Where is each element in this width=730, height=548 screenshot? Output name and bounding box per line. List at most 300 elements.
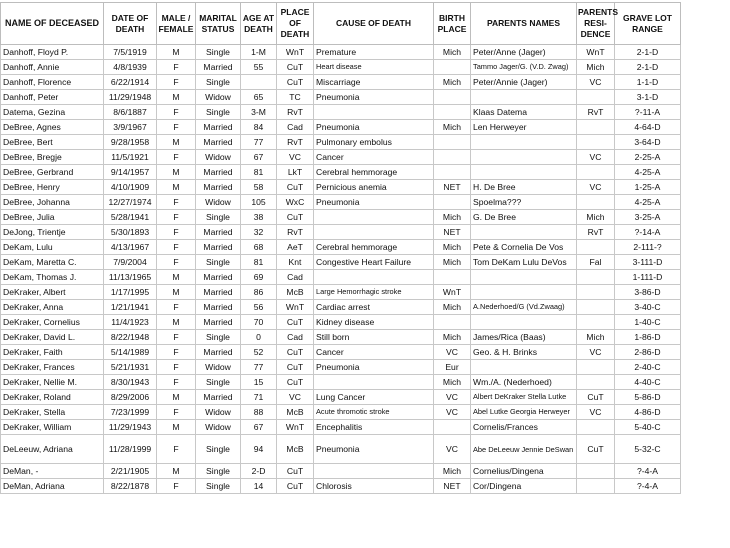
marital-status-cell: Single: [196, 105, 241, 120]
sex-cell: M: [157, 165, 196, 180]
place-of-death-cell: WxC: [277, 195, 314, 210]
parents-names-cell: Pete & Cornelia De Vos: [471, 240, 577, 255]
table-row: [1, 464, 681, 479]
grave-lot-cell: 2-1-D: [615, 45, 681, 60]
age-cell: 38: [241, 210, 277, 225]
birth-place-cell: [434, 315, 471, 330]
birth-place-cell: [434, 105, 471, 120]
marital-status-cell: Married: [196, 120, 241, 135]
marital-status-cell: Married: [196, 225, 241, 240]
table-row: [1, 180, 681, 195]
marital-status-cell: Widow: [196, 420, 241, 435]
header-place-of-death: PLACE OF DEATH: [277, 3, 314, 45]
sex-cell: F: [157, 255, 196, 270]
parents-residence-cell: [577, 270, 615, 285]
cause-of-death-cell: Cardiac arrest: [314, 300, 434, 315]
date-cell: 11/29/1943: [104, 420, 157, 435]
marital-status-cell: Married: [196, 315, 241, 330]
age-cell: 105: [241, 195, 277, 210]
cause-of-death-cell: [314, 464, 434, 479]
birth-place-cell: NET: [434, 479, 471, 494]
sex-cell: F: [157, 195, 196, 210]
marital-status-cell: Widow: [196, 90, 241, 105]
header-name-of-deceased: NAME OF DECEASED: [1, 3, 104, 45]
parents-residence-cell: Fal: [577, 255, 615, 270]
table-row: [1, 165, 681, 180]
parents-names-cell: [471, 165, 577, 180]
name-cell: DeKraker, Roland: [1, 390, 104, 405]
date-cell: 1/21/1941: [104, 300, 157, 315]
parents-residence-cell: RvT: [577, 225, 615, 240]
cause-of-death-cell: [314, 375, 434, 390]
header-cause-of-death: CAUSE OF DEATH: [314, 3, 434, 45]
sex-cell: F: [157, 300, 196, 315]
date-cell: 5/28/1941: [104, 210, 157, 225]
parents-residence-cell: Mich: [577, 330, 615, 345]
birth-place-cell: [434, 60, 471, 75]
date-cell: 7/9/2004: [104, 255, 157, 270]
name-cell: DeJong, Trientje: [1, 225, 104, 240]
parents-residence-cell: Mich: [577, 210, 615, 225]
date-cell: 1/17/1995: [104, 285, 157, 300]
name-cell: DeKraker, Faith: [1, 345, 104, 360]
grave-lot-cell: 3-1-D: [615, 90, 681, 105]
birth-place-cell: Mich: [434, 300, 471, 315]
cause-of-death-cell: Pneumonia: [314, 90, 434, 105]
name-cell: DeKraker, David L.: [1, 330, 104, 345]
place-of-death-cell: McB: [277, 405, 314, 420]
grave-lot-cell: 1-111-D: [615, 270, 681, 285]
name-cell: DeMan, -: [1, 464, 104, 479]
grave-lot-cell: 4-64-D: [615, 120, 681, 135]
sex-cell: F: [157, 105, 196, 120]
cause-of-death-cell: Miscarriage: [314, 75, 434, 90]
date-cell: 5/21/1931: [104, 360, 157, 375]
marital-status-cell: Single: [196, 435, 241, 464]
birth-place-cell: WnT: [434, 285, 471, 300]
place-of-death-cell: CuT: [277, 479, 314, 494]
cause-of-death-cell: Kidney disease: [314, 315, 434, 330]
age-cell: 67: [241, 150, 277, 165]
sex-cell: F: [157, 225, 196, 240]
grave-lot-cell: 2-40-C: [615, 360, 681, 375]
table-row: [1, 315, 681, 330]
parents-residence-cell: [577, 420, 615, 435]
parents-residence-cell: RvT: [577, 105, 615, 120]
name-cell: DeBree, Julia: [1, 210, 104, 225]
parents-names-cell: Cor/Dingena: [471, 479, 577, 494]
sex-cell: M: [157, 315, 196, 330]
parents-names-cell: Peter/Annie (Jager): [471, 75, 577, 90]
age-cell: 52: [241, 345, 277, 360]
parents-names-cell: Cornelis/Frances: [471, 420, 577, 435]
grave-lot-cell: 2-86-D: [615, 345, 681, 360]
marital-status-cell: Married: [196, 345, 241, 360]
marital-status-cell: Married: [196, 285, 241, 300]
date-cell: 4/8/1939: [104, 60, 157, 75]
parents-residence-cell: Mich: [577, 60, 615, 75]
parents-residence-cell: VC: [577, 75, 615, 90]
marital-status-cell: Widow: [196, 150, 241, 165]
parents-names-cell: Abe DeLeeuw Jennie DeSwan: [471, 435, 577, 464]
cause-of-death-cell: Cancer: [314, 345, 434, 360]
marital-status-cell: Widow: [196, 405, 241, 420]
birth-place-cell: Mich: [434, 45, 471, 60]
sex-cell: F: [157, 360, 196, 375]
parents-names-cell: James/Rica (Baas): [471, 330, 577, 345]
sex-cell: F: [157, 405, 196, 420]
table-row: [1, 240, 681, 255]
age-cell: 71: [241, 390, 277, 405]
marital-status-cell: Married: [196, 135, 241, 150]
parents-residence-cell: [577, 464, 615, 479]
place-of-death-cell: WnT: [277, 420, 314, 435]
place-of-death-cell: McB: [277, 435, 314, 464]
date-cell: 5/30/1893: [104, 225, 157, 240]
spreadsheet-sheet: [0, 2, 680, 494]
date-cell: 8/6/1887: [104, 105, 157, 120]
birth-place-cell: [434, 150, 471, 165]
date-cell: 9/14/1957: [104, 165, 157, 180]
sex-cell: M: [157, 390, 196, 405]
header-age-at-death: AGE AT DEATH: [241, 3, 277, 45]
cause-of-death-cell: Pernicious anemia: [314, 180, 434, 195]
place-of-death-cell: VC: [277, 150, 314, 165]
parents-residence-cell: [577, 375, 615, 390]
grave-lot-cell: 4-25-A: [615, 165, 681, 180]
header-date-of-death: DATE OF DEATH: [104, 3, 157, 45]
place-of-death-cell: Cad: [277, 330, 314, 345]
parents-residence-cell: [577, 90, 615, 105]
table-row: [1, 479, 681, 494]
parents-residence-cell: [577, 300, 615, 315]
sex-cell: M: [157, 420, 196, 435]
date-cell: 4/13/1967: [104, 240, 157, 255]
cause-of-death-cell: Still born: [314, 330, 434, 345]
table-row: [1, 210, 681, 225]
table-row: [1, 135, 681, 150]
table-row: [1, 270, 681, 285]
age-cell: 68: [241, 240, 277, 255]
cause-of-death-cell: Cerebral hemmorage: [314, 165, 434, 180]
name-cell: DeBree, Bregje: [1, 150, 104, 165]
date-cell: 6/22/1914: [104, 75, 157, 90]
place-of-death-cell: VC: [277, 390, 314, 405]
table-row: [1, 255, 681, 270]
cause-of-death-cell: [314, 105, 434, 120]
birth-place-cell: Mich: [434, 240, 471, 255]
sex-cell: M: [157, 90, 196, 105]
birth-place-cell: [434, 420, 471, 435]
grave-lot-cell: 5-40-C: [615, 420, 681, 435]
marital-status-cell: Single: [196, 45, 241, 60]
parents-residence-cell: VC: [577, 150, 615, 165]
birth-place-cell: [434, 165, 471, 180]
parents-names-cell: Klaas Datema: [471, 105, 577, 120]
date-cell: 8/29/2006: [104, 390, 157, 405]
sex-cell: M: [157, 135, 196, 150]
place-of-death-cell: WnT: [277, 300, 314, 315]
parents-names-cell: Spoelma???: [471, 195, 577, 210]
name-cell: DeKraker, Nellie M.: [1, 375, 104, 390]
place-of-death-cell: CuT: [277, 210, 314, 225]
name-cell: DeBree, Bert: [1, 135, 104, 150]
grave-lot-cell: 3-25-A: [615, 210, 681, 225]
date-cell: 9/28/1958: [104, 135, 157, 150]
table-body: [1, 45, 681, 494]
birth-place-cell: [434, 270, 471, 285]
parents-residence-cell: VC: [577, 345, 615, 360]
date-cell: 2/21/1905: [104, 464, 157, 479]
age-cell: 69: [241, 270, 277, 285]
age-cell: 1-M: [241, 45, 277, 60]
sex-cell: F: [157, 330, 196, 345]
name-cell: Danhoff, Peter: [1, 90, 104, 105]
parents-names-cell: [471, 360, 577, 375]
cause-of-death-cell: [314, 270, 434, 285]
grave-lot-cell: 4-25-A: [615, 195, 681, 210]
birth-place-cell: Mich: [434, 464, 471, 479]
sex-cell: F: [157, 75, 196, 90]
place-of-death-cell: RvT: [277, 225, 314, 240]
age-cell: 70: [241, 315, 277, 330]
date-cell: 4/10/1909: [104, 180, 157, 195]
cause-of-death-cell: Premature: [314, 45, 434, 60]
grave-lot-cell: ?-4-A: [615, 464, 681, 479]
birth-place-cell: Mich: [434, 210, 471, 225]
place-of-death-cell: CuT: [277, 60, 314, 75]
grave-lot-cell: 5-32-C: [615, 435, 681, 464]
grave-lot-cell: 1-25-A: [615, 180, 681, 195]
sex-cell: F: [157, 210, 196, 225]
date-cell: 11/29/1948: [104, 90, 157, 105]
grave-lot-cell: 2-25-A: [615, 150, 681, 165]
cause-of-death-cell: Large Hemorrhagic stroke: [314, 285, 434, 300]
marital-status-cell: Married: [196, 300, 241, 315]
grave-lot-cell: 5-86-D: [615, 390, 681, 405]
table-row: [1, 420, 681, 435]
table-row: [1, 150, 681, 165]
table-row: [1, 225, 681, 240]
name-cell: DeKam, Lulu: [1, 240, 104, 255]
birth-place-cell: Mich: [434, 75, 471, 90]
date-cell: 8/30/1943: [104, 375, 157, 390]
sex-cell: M: [157, 45, 196, 60]
table-row: [1, 285, 681, 300]
grave-lot-cell: 1-86-D: [615, 330, 681, 345]
sex-cell: F: [157, 240, 196, 255]
parents-names-cell: Albert DeKraker Stella Lutke: [471, 390, 577, 405]
header-birth-place: BIRTH PLACE: [434, 3, 471, 45]
parents-names-cell: Abel Lutke Georgia Herweyer: [471, 405, 577, 420]
birth-place-cell: [434, 135, 471, 150]
parents-residence-cell: [577, 120, 615, 135]
marital-status-cell: Single: [196, 255, 241, 270]
date-cell: 8/22/1878: [104, 479, 157, 494]
sex-cell: F: [157, 120, 196, 135]
sex-cell: M: [157, 270, 196, 285]
date-cell: 11/5/1921: [104, 150, 157, 165]
parents-names-cell: [471, 90, 577, 105]
sex-cell: F: [157, 60, 196, 75]
parents-names-cell: Tom DeKam Lulu DeVos: [471, 255, 577, 270]
cause-of-death-cell: Encephalitis: [314, 420, 434, 435]
header-parents-residence: PARENTS RESI-DENCE: [577, 3, 615, 45]
parents-names-cell: [471, 150, 577, 165]
place-of-death-cell: LkT: [277, 165, 314, 180]
name-cell: Danhoff, Floyd P.: [1, 45, 104, 60]
grave-lot-cell: 4-86-D: [615, 405, 681, 420]
age-cell: 81: [241, 165, 277, 180]
date-cell: 3/9/1967: [104, 120, 157, 135]
parents-names-cell: [471, 285, 577, 300]
name-cell: Danhoff, Annie: [1, 60, 104, 75]
grave-lot-cell: 3-86-D: [615, 285, 681, 300]
marital-status-cell: Single: [196, 375, 241, 390]
age-cell: 2-D: [241, 464, 277, 479]
cause-of-death-cell: Pneumonia: [314, 360, 434, 375]
cause-of-death-cell: Cancer: [314, 150, 434, 165]
marital-status-cell: Single: [196, 330, 241, 345]
birth-place-cell: NET: [434, 225, 471, 240]
marital-status-cell: Single: [196, 75, 241, 90]
sex-cell: M: [157, 180, 196, 195]
parents-residence-cell: [577, 285, 615, 300]
name-cell: DeBree, Agnes: [1, 120, 104, 135]
table-row: [1, 120, 681, 135]
name-cell: DeLeeuw, Adriana: [1, 435, 104, 464]
table-row: [1, 75, 681, 90]
name-cell: DeKam, Thomas J.: [1, 270, 104, 285]
birth-place-cell: VC: [434, 345, 471, 360]
birth-place-cell: VC: [434, 390, 471, 405]
parents-names-cell: A.Nederhoed/G (Vd.Zwaag): [471, 300, 577, 315]
birth-place-cell: [434, 195, 471, 210]
parents-residence-cell: WnT: [577, 45, 615, 60]
cause-of-death-cell: Cerebral hemmorage: [314, 240, 434, 255]
table-row: [1, 300, 681, 315]
sex-cell: F: [157, 479, 196, 494]
sex-cell: F: [157, 435, 196, 464]
age-cell: 3-M: [241, 105, 277, 120]
cause-of-death-cell: Lung Cancer: [314, 390, 434, 405]
birth-place-cell: [434, 90, 471, 105]
parents-names-cell: G. De Bree: [471, 210, 577, 225]
place-of-death-cell: RvT: [277, 135, 314, 150]
birth-place-cell: NET: [434, 180, 471, 195]
sex-cell: F: [157, 375, 196, 390]
table-row: [1, 60, 681, 75]
name-cell: DeBree, Johanna: [1, 195, 104, 210]
parents-residence-cell: [577, 195, 615, 210]
age-cell: 84: [241, 120, 277, 135]
marital-status-cell: Married: [196, 180, 241, 195]
birth-place-cell: Mich: [434, 255, 471, 270]
marital-status-cell: Married: [196, 390, 241, 405]
name-cell: Danhoff, Florence: [1, 75, 104, 90]
name-cell: DeBree, Henry: [1, 180, 104, 195]
age-cell: 55: [241, 60, 277, 75]
age-cell: 77: [241, 135, 277, 150]
grave-lot-cell: ?-11-A: [615, 105, 681, 120]
place-of-death-cell: CuT: [277, 464, 314, 479]
date-cell: 11/13/1965: [104, 270, 157, 285]
place-of-death-cell: CuT: [277, 315, 314, 330]
cause-of-death-cell: [314, 210, 434, 225]
parents-names-cell: [471, 270, 577, 285]
header-grave-lot-range: GRAVE LOT RANGE: [615, 3, 681, 45]
grave-lot-cell: 2-1-D: [615, 60, 681, 75]
cause-of-death-cell: Congestive Heart Failure: [314, 255, 434, 270]
place-of-death-cell: Cad: [277, 120, 314, 135]
place-of-death-cell: CuT: [277, 360, 314, 375]
sex-cell: M: [157, 464, 196, 479]
grave-lot-cell: 1-1-D: [615, 75, 681, 90]
burial-records-table: [0, 2, 681, 494]
age-cell: 81: [241, 255, 277, 270]
name-cell: DeKam, Maretta C.: [1, 255, 104, 270]
parents-residence-cell: [577, 165, 615, 180]
name-cell: Datema, Gezina: [1, 105, 104, 120]
grave-lot-cell: 3-111-D: [615, 255, 681, 270]
marital-status-cell: Married: [196, 60, 241, 75]
cause-of-death-cell: Pneumonia: [314, 195, 434, 210]
place-of-death-cell: AeT: [277, 240, 314, 255]
marital-status-cell: Single: [196, 464, 241, 479]
name-cell: DeKraker, Stella: [1, 405, 104, 420]
grave-lot-cell: ?-4-A: [615, 479, 681, 494]
table-row: [1, 330, 681, 345]
header-marital-status: MARITAL STATUS: [196, 3, 241, 45]
parents-residence-cell: [577, 240, 615, 255]
birth-place-cell: Mich: [434, 330, 471, 345]
marital-status-cell: Married: [196, 240, 241, 255]
cause-of-death-cell: Pneumonia: [314, 120, 434, 135]
name-cell: DeKraker, Albert: [1, 285, 104, 300]
table-row: [1, 360, 681, 375]
parents-residence-cell: VC: [577, 405, 615, 420]
age-cell: 0: [241, 330, 277, 345]
age-cell: 56: [241, 300, 277, 315]
place-of-death-cell: CuT: [277, 75, 314, 90]
birth-place-cell: VC: [434, 435, 471, 464]
table-row: [1, 90, 681, 105]
age-cell: 67: [241, 420, 277, 435]
age-cell: [241, 75, 277, 90]
date-cell: 5/14/1989: [104, 345, 157, 360]
cause-of-death-cell: Heart disease: [314, 60, 434, 75]
date-cell: 11/4/1923: [104, 315, 157, 330]
date-cell: 8/22/1948: [104, 330, 157, 345]
grave-lot-cell: 3-64-D: [615, 135, 681, 150]
name-cell: DeKraker, Frances: [1, 360, 104, 375]
parents-names-cell: Tammo Jager/G. (V.D. Zwag): [471, 60, 577, 75]
name-cell: DeKraker, Cornelius: [1, 315, 104, 330]
date-cell: 7/23/1999: [104, 405, 157, 420]
date-cell: 7/5/1919: [104, 45, 157, 60]
place-of-death-cell: TC: [277, 90, 314, 105]
grave-lot-cell: 1-40-C: [615, 315, 681, 330]
table-row: [1, 195, 681, 210]
header-parents-names: PARENTS NAMES: [471, 3, 577, 45]
parents-residence-cell: [577, 479, 615, 494]
table-row: [1, 105, 681, 120]
name-cell: DeKraker, Anna: [1, 300, 104, 315]
grave-lot-cell: 4-40-C: [615, 375, 681, 390]
place-of-death-cell: Knt: [277, 255, 314, 270]
name-cell: DeMan, Adriana: [1, 479, 104, 494]
place-of-death-cell: Cad: [277, 270, 314, 285]
